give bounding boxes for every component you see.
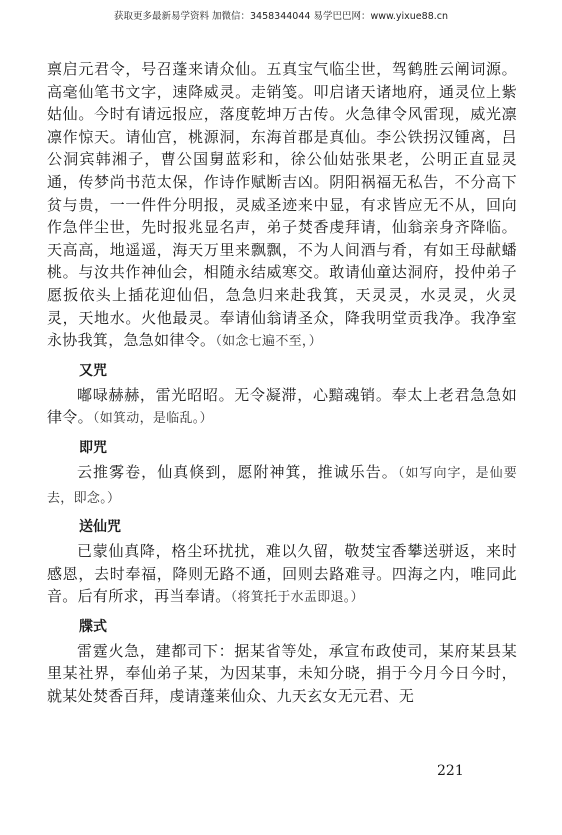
paragraph-text: 云推雾卷，仙真倏到，愿附神箕，推诚乐告。 [77,462,398,481]
paragraph-text: 嘟㖨赫赫，雷光昭昭。无令凝滞，心黯魂销。奉太上老君急急如律令。 [47,385,517,427]
section-heading: 即咒 [79,439,107,456]
paragraph-songxian [47,540,517,610]
paragraph-text: 已蒙仙真降，格尘环扰扰，难以久留，敬焚宝香攀送骈返，来时感恩，去时奉福，降则无路不通，回则去路难寻。四海之内，唯同此音。后有所求，再当奉请。 [47,542,517,606]
paragraph-dieshi [47,640,517,708]
page-header: 获取更多最新易学资料 加微信：3458344044 易学巴巴网：www.yixue88.cn [113,11,449,22]
paragraph-main [47,58,517,354]
page-number: 221 [437,763,464,779]
paragraph-jizhou [47,461,517,510]
section-heading: 牒式 [79,618,107,635]
section-heading: 又咒 [79,362,107,379]
paragraph-text: 禀启元君令，号召蓬来请众仙。五真宝气临尘世，驾鹤胜云阐词源。高毫仙笔书文字，速降威灵。走销笺。叩启诸天诸地府，通灵位上紫姑仙。今时有请远报应，落度乾坤万古传。火急律令风雷现，威光凛凛作惊天。请仙宫，桃源洞，东海首郡是真仙。李公铁拐汉锺离，吕公洞宾韩湘子，曹公国舅蓝彩和，徐公仙姑张果老，公明正直显灵通，传梦尚书范太保，作诗作赋断吉凶。阴阳祸福无私告，不分高下贫与贵，一一件件分明报，灵威圣迹来中显，有求皆应无不从，回向作急伴尘世，先时报兆显名声，弟子焚香虔拜请，仙翁亲身齐降临。天高高，地遥遥，海天万里来飘飘，不为人间酒与肴，有如王母献蟠桃。与汝共作神仙会，相随永结威寒交。敢请仙童达洞府，投仲弟子愿扳依头上插花迎仙侣，急急归来赴我箕，天灵灵，水灵灵，火灵灵，天地水。火他最灵。奉请仙翁请圣众，降我明堂贡我净。我净室永协我箕，急急如律令。 [47,60,517,350]
section-heading: 送仙咒 [79,519,121,536]
paragraph-text: 雷霆火急，建都司下：据某省等处，承宣布政使司，某府某县某里某社界，奉仙弟子某，为因某事，未知分晓，捐于今月今日今时，就某处焚香百拜，虔请蓬莱仙众、九天玄女无元君、无 [47,641,517,706]
paragraph-note: （如写向字，是仙要去，即念。） [47,465,517,506]
paragraph-note: （将箕托于水盂即退。） [230,590,364,606]
paragraph-note: （如箕动，是临乱。） [92,411,213,427]
page-content [47,58,517,708]
paragraph-note: （如念七遍不至，） [215,334,323,350]
paragraph-youzhou [47,384,517,431]
